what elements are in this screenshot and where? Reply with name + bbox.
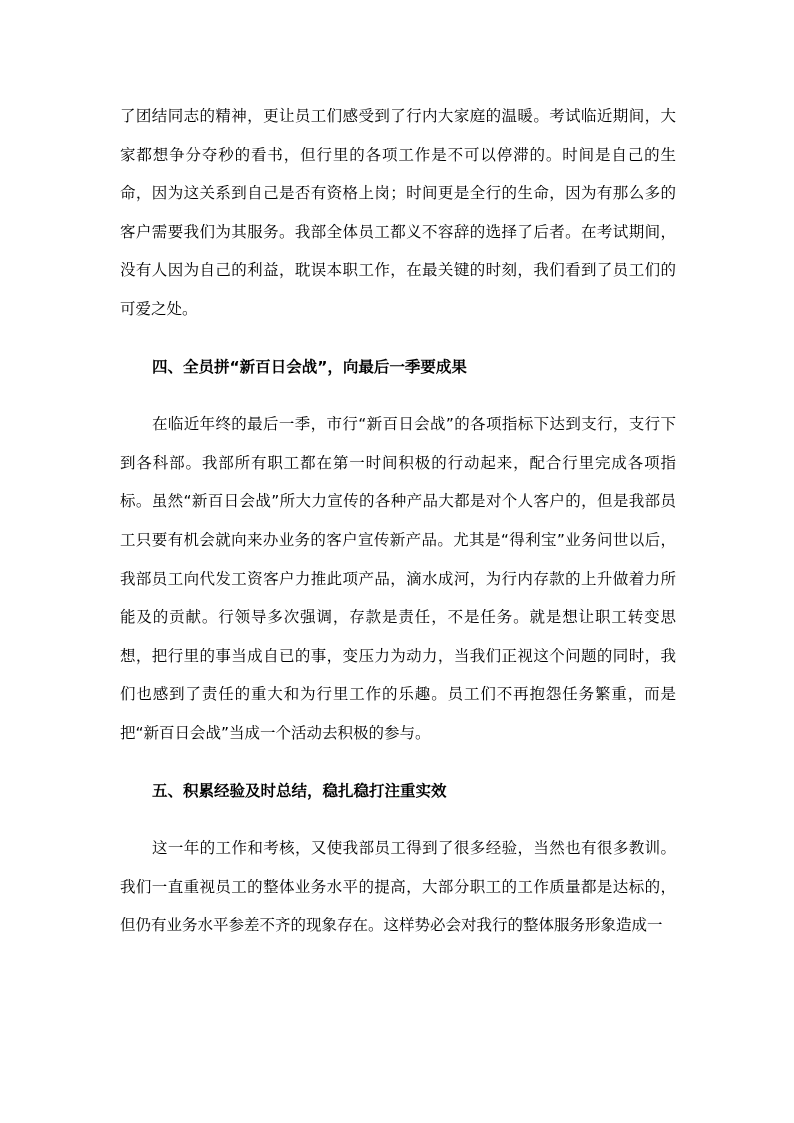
section-heading-4: 四、全员拼“新百日会战”，向最后一季要成果	[152, 357, 467, 376]
spacer	[120, 329, 676, 348]
paragraph-section-5: 这一年的工作和考核，又使我部员工得到了很多经验，当然也有很多教训。我们一直重视员工的整体业务水平的提高，大部分职工的工作质量都是达标的，但仍有业务水平参差不齐的现象存在。这样势必会对我行的整体服务形象造成一	[120, 839, 676, 935]
document-page	[120, 97, 676, 945]
section-heading-5: 五、积累经验及时总结，稳扎稳打注重实效	[152, 781, 447, 800]
paragraph-section-4: 在临近年终的最后一季，市行“新百日会战”的各项指标下达到支行，支行下到各科部。我部所有职工都在第一时间积极的行动起来，配合行里完成各项指标。虽然“新百日会战”所大力宣传的各种产品大都是对个人客户的，但是我部员工只要有机会就向来办业务的客户宣传新产品。尤其是“得利宝”业务问世以后，我部员工向代发工资客户力推此项产品，滴水成河，为行内存款的上升做着力所能及的贡献。行领导多次强调，存款是责任，不是任务。就是想让职工转变思想，把行里的事当成自已的事，变压力为动力，当我们正视这个问题的同时，我们也感到了责任的重大和为行里工作的乐趣。员工们不再抱怨任务繁重，而是把“新百日会战”当成一个活动去积极的参与。	[120, 415, 676, 742]
spacer	[120, 386, 676, 405]
spacer	[120, 810, 676, 829]
spacer	[120, 753, 676, 772]
paragraph-continuation: 了团结同志的精神，更让员工们感受到了行内大家庭的温暖。考试临近期间，大家都想争分夺秒的看书，但行里的各项工作是不可以停滞的。时间是自己的生命，因为这关系到自己是否有资格上岗；时间更是全行的生命，因为有那么多的客户需要我们为其服务。我部全体员工都义不容辞的选择了后者。在考试期间，没有人因为自己的利益，耽误本职工作，在最关键的时刻，我们看到了员工们的可爱之处。	[120, 107, 676, 318]
